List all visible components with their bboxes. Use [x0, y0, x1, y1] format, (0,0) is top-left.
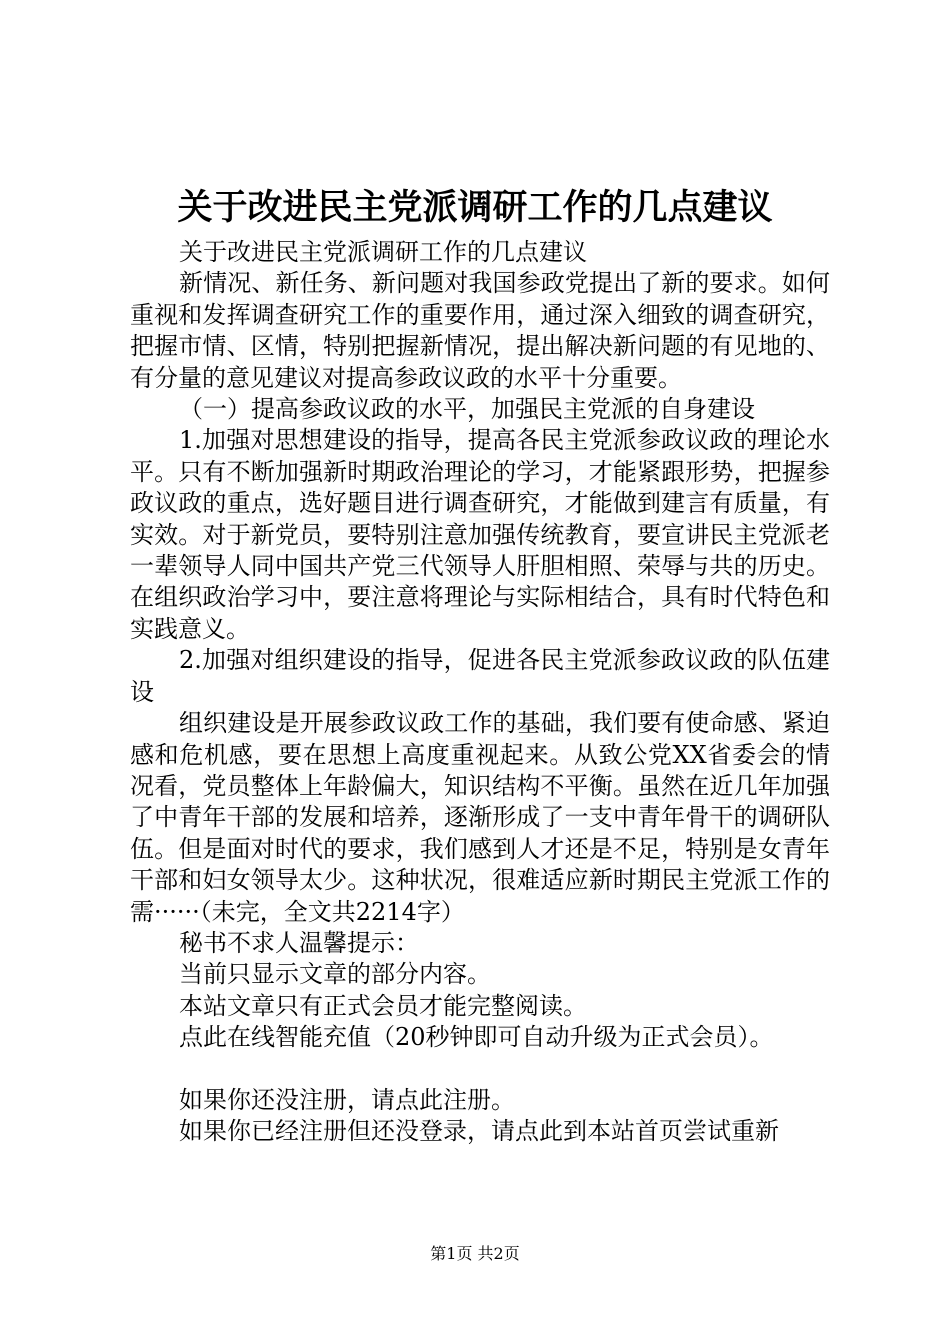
page-number: 第1页 — [430, 1244, 473, 1263]
paragraph-intro: 新情况、新任务、新问题对我国参政党提出了新的要求。如何重视和发挥调查研究工作的重要作用，通过深入细致的调查研究，把握市情、区情，特别把握新情况，提出解决新问题的有见地的、有分量的意见建议对提高参政议政的水平十分重要。 — [130, 269, 830, 392]
paragraph-repeat-title: 关于改进民主党派调研工作的几点建议 — [179, 238, 587, 266]
spacer — [130, 1054, 830, 1085]
paragraph-organization: 组织建设是开展参政议政工作的基础，我们要有使命感、紧迫感和危机感，要在思想上高度重视起来。从致公党XX省委会的情况看，党员整体上年龄偏大，知识结构不平衡。虽然在近几年加强了中青年干部的发展和培养，逐渐形成了一支中青年骨干的调研队伍。但是面对时代的要求，我们感到人才还是不足，特别是女青年干部和妇女领导太少。这种状况，很难适应新时期民主党派工作的需······（未完，全文共2214字） — [130, 709, 830, 926]
notice-members-only: 本站文章只有正式会员才能完整阅读。 — [179, 991, 587, 1020]
recharge-link[interactable]: 点此在线智能充值（20秒钟即可自动升级为正式会员）。 — [179, 1023, 774, 1052]
page-total: 共2页 — [477, 1244, 520, 1263]
document-body — [130, 237, 830, 1148]
paragraph-item-1: 1.加强对思想建设的指导，提高各民主党派参政议政的理论水平。只有不断加强新时期政治理论的学习，才能紧跟形势，把握参政议政的重点，选好题目进行调查研究，才能做到建言有质量，有实效。对于新党员，要特别注意加强传统教育，要宣讲民主党派老一辈领导人同中国共产党三代领导人肝胆相照、荣辱与共的历史。在组织政治学习中，要注意将理论与实际相结合，具有时代特色和实践意义。 — [130, 426, 830, 643]
notice-heading: 秘书不求人温馨提示： — [179, 928, 419, 957]
register-link[interactable]: 如果你还没注册，请点此注册。 — [179, 1085, 515, 1114]
document-title: 关于改进民主党派调研工作的几点建议 — [177, 188, 773, 228]
paragraph-item-2-heading: 2.加强对组织建设的指导，促进各民主党派参政议政的队伍建设 — [130, 646, 830, 706]
login-link[interactable]: 如果你已经注册但还没登录，请点此到本站首页尝试重新 — [179, 1117, 779, 1146]
section-heading: （一）提高参政议政的水平，加强民主党派的自身建设 — [179, 395, 755, 424]
notice-partial-content: 当前只显示文章的部分内容。 — [179, 960, 491, 989]
page-footer — [0, 1244, 950, 1264]
